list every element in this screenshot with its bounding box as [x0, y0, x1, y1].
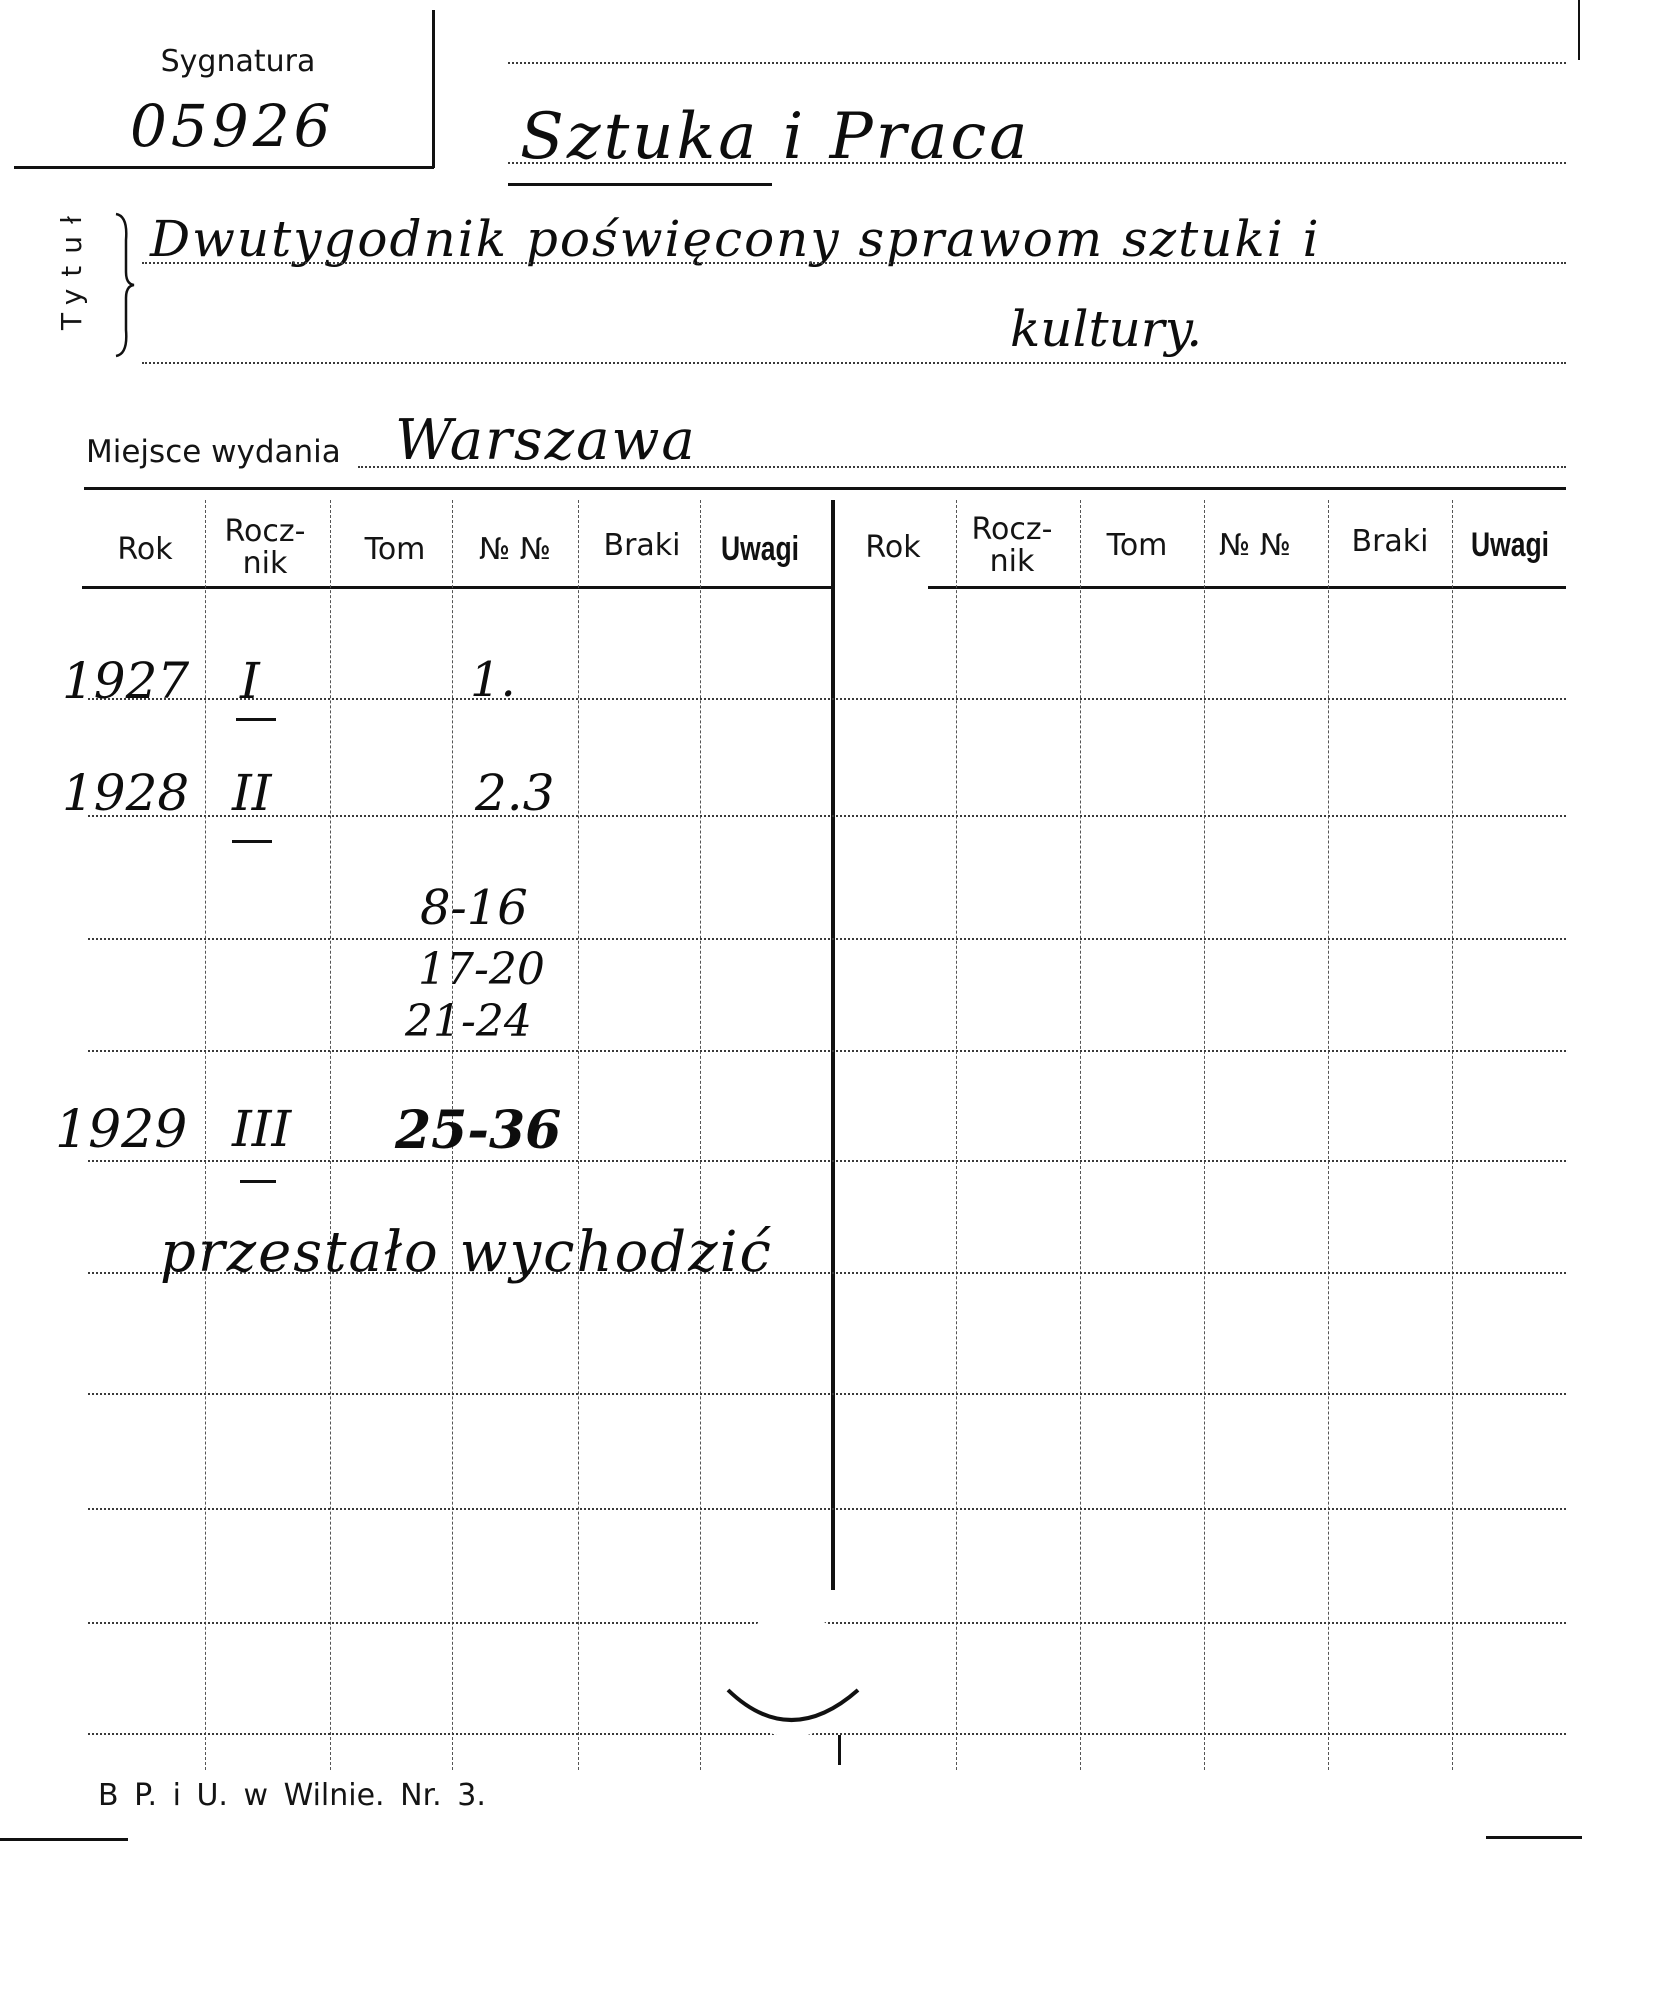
col-sep — [330, 500, 331, 1770]
header-tom-left: Tom — [364, 532, 426, 567]
row-rule — [88, 815, 1566, 817]
rocznik-underline — [240, 1180, 276, 1183]
entry-rocznik: III — [232, 1100, 292, 1158]
row-rule — [88, 1393, 1566, 1395]
entry-nr: 21-24 — [405, 996, 532, 1047]
title-underline — [508, 183, 772, 186]
card-bottom-edge-left — [0, 1838, 128, 1841]
header-rocznik-left: Rocz- nik — [224, 514, 306, 581]
row-rule — [88, 1050, 1566, 1052]
header-uwagi-left: Uwagi — [720, 530, 800, 568]
header-braki-right: Braki — [1351, 524, 1429, 559]
col-sep — [1080, 500, 1081, 1770]
footer-imprint: B P. i U. w Wilnie. Nr. 3. — [98, 1778, 486, 1813]
rocznik-underline — [236, 718, 276, 721]
subtitle-line-2: kultury. — [1010, 300, 1203, 358]
row-rule — [88, 698, 1566, 700]
row-rule — [88, 1160, 1566, 1162]
row-rule — [88, 1508, 1566, 1510]
punch-hole-arc — [710, 1610, 870, 1764]
subtitle-line-2-rule — [142, 362, 1566, 364]
header-uwagi-right: Uwagi — [1470, 526, 1550, 564]
signature-value: 05926 — [130, 92, 335, 160]
header-rok-right: Rok — [865, 530, 921, 565]
title-line-main — [508, 162, 1566, 164]
table-header-rule-right — [928, 586, 1566, 589]
signature-label: Sygnatura — [160, 44, 316, 79]
entry-nr: 25-36 — [395, 1100, 562, 1161]
title-main: Sztuka i Praca — [520, 100, 1031, 174]
header-rocznik-right: Rocz- nik — [971, 512, 1053, 579]
entry-rok: 1929 — [55, 1100, 188, 1160]
table-top-rule — [84, 487, 1566, 490]
header-braki-left: Braki — [603, 528, 681, 563]
header-tom-right: Tom — [1106, 528, 1168, 563]
card-right-edge — [1578, 0, 1580, 60]
header-numery-left: № № — [479, 532, 551, 567]
header-rok-left: Rok — [117, 532, 173, 567]
table-center-divider — [831, 500, 835, 1590]
col-sep — [1204, 500, 1205, 1770]
table-header-rule-left — [82, 586, 834, 589]
entry-rok: 1927 — [62, 652, 190, 710]
col-sep — [1328, 500, 1329, 1770]
title-line-top — [508, 62, 1566, 64]
entry-nr: 1. — [470, 652, 516, 708]
title-label: Tytuł — [55, 204, 88, 330]
entry-note: przestało wychodzić — [160, 1220, 773, 1285]
col-sep — [205, 500, 206, 1770]
signature-box-bottom — [14, 166, 434, 169]
entry-rocznik: II — [232, 764, 272, 822]
place-label: Miejsce wydania — [86, 434, 341, 470]
col-sep — [578, 500, 579, 1770]
header-numery-right: № № — [1219, 528, 1291, 563]
place-value: Warszawa — [395, 408, 697, 473]
col-sep — [956, 500, 957, 1770]
subtitle-line-1: Dwutygodnik poświęcony sprawom sztuki i — [150, 210, 1321, 268]
row-rule — [88, 938, 1566, 940]
col-sep — [700, 500, 701, 1770]
rocznik-underline — [232, 840, 272, 843]
entry-nr: 8-16 — [420, 880, 528, 936]
card-bottom-edge-right — [1486, 1836, 1582, 1839]
subtitle-line-1-rule — [142, 262, 1566, 264]
entry-rocznik: I — [240, 652, 260, 710]
brace-icon — [112, 210, 136, 364]
entry-nr: 2.3 — [475, 764, 555, 822]
place-rule — [358, 466, 1566, 468]
signature-box-right — [432, 10, 435, 168]
entry-rok: 1928 — [62, 764, 190, 822]
col-sep — [1452, 500, 1453, 1770]
entry-nr: 17-20 — [418, 944, 545, 995]
